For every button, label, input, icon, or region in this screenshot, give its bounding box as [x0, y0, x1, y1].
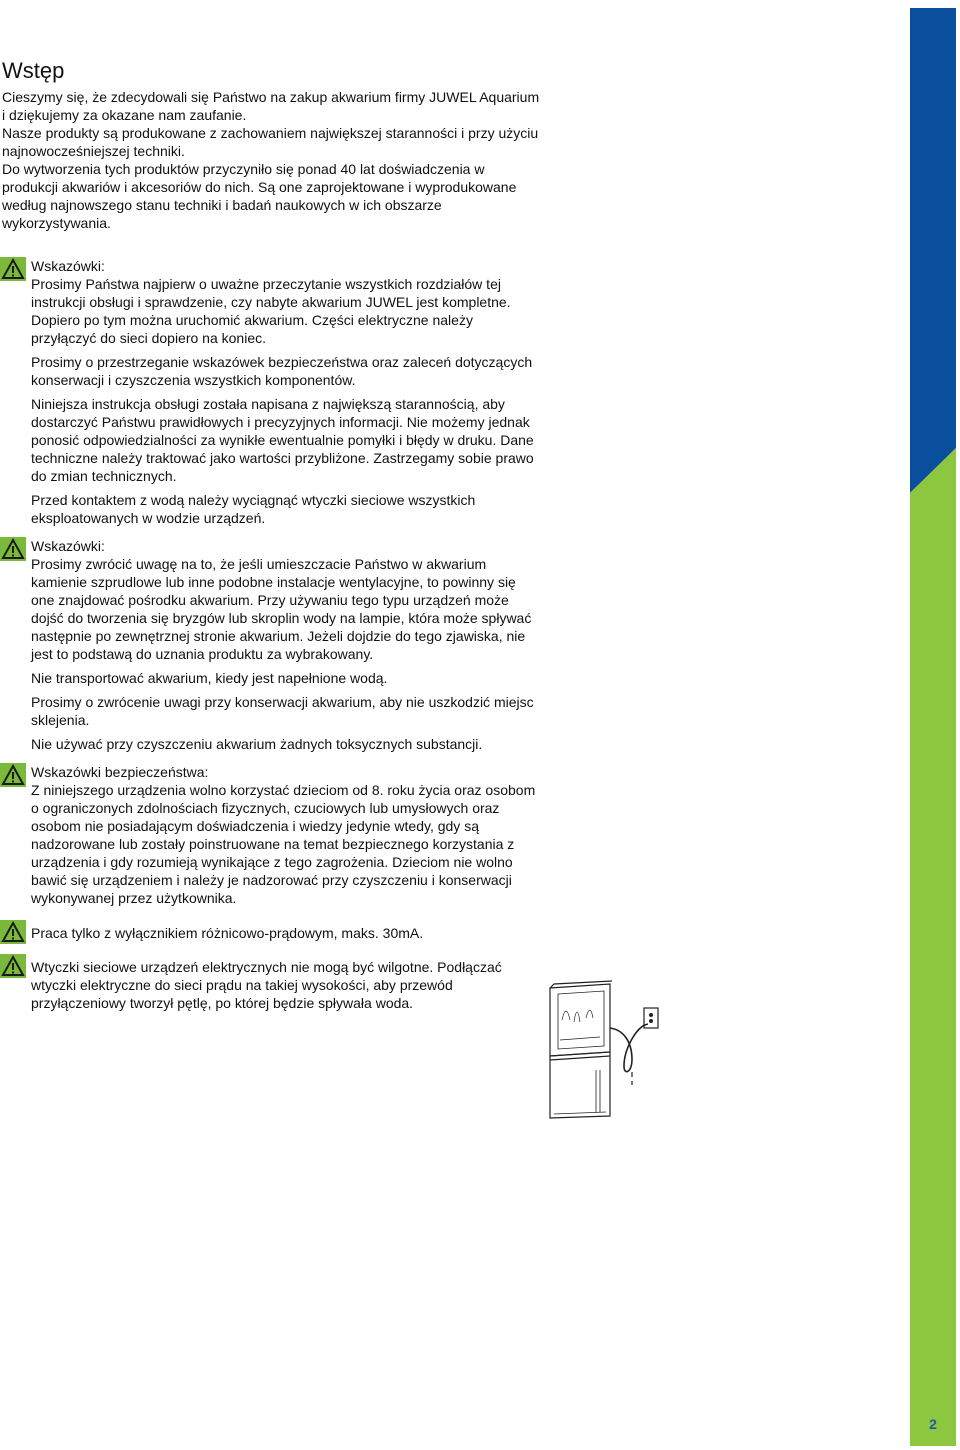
notice-hints-2: [0, 537, 540, 759]
notice-plugs: [0, 954, 540, 1018]
notice-safety: [0, 763, 540, 913]
notice-paragraph: Prosimy zwrócić uwagę na to, że jeśli umieszczacie Państwo w akwarium kamienie szprudlowe lub inne podobne instalacje wentylacyjne, to powinny się one znajdować pośrodku akwarium. Przy używaniu tego typu urządzeń może dojść do tworzenia się bryzgów lub skroplin wody na lampie, która może spływać następnie po zewnętrznej stronie akwarium. Jeżeli dojdzie do tego zjawiska, nie jest to podstawą do uznania produktu za wybrakowany.: [31, 556, 532, 662]
notice-heading: Wskazówki:: [31, 538, 105, 554]
notice-paragraph: Z niniejszego urządzenia wolno korzystać dzieciom od 8. roku życia oraz osobom o ograniczonych zdolnościach fizycznych, czuciowych lub umysłowych oraz osobom nie posiadającym doświadczenia i wiedzy jedynie wtedy, gdy są nadzorowane lub zostały poinstruowane na temat bezpiecznego korzystania z urządzenia i gdy rozumieją wynikające z tego zagrożenia. Dzieciom nie wolno bawić się urządzeniem i należy je nadzorować przy czyszczeniu i konserwacji wykonywanej przez użytkownika.: [31, 782, 536, 906]
notice-paragraph: Nie transportować akwarium, kiedy jest napełnione wodą.: [31, 670, 388, 686]
notice-paragraph: Praca tylko z wyłącznikiem różnicowo-prądowym, maks. 30mA.: [31, 925, 424, 941]
notice-paragraph: Nie używać przy czyszczeniu akwarium żadnych toksycznych substancji.: [31, 736, 483, 752]
warning-triangle-icon: [0, 537, 26, 561]
page-number: 2: [929, 1416, 937, 1432]
page-title: Wstęp: [2, 58, 65, 83]
notice-paragraph: Wtyczki sieciowe urządzeń elektrycznych nie mogą być wilgotne. Podłączać wtyczki elektryczne do sieci prądu na takiej wysokości, aby przewód przyłączeniowy tworzył pętlę, po której będzie spływała woda.: [31, 959, 502, 1011]
side-color-band: [910, 8, 956, 1446]
intro-paragraph: Do wytworzenia tych produktów przyczyniło się ponad 40 lat doświadczenia w produkcji akwariów i akcesoriów do nich. Są one zaprojektowane i wyprodukowane według najnowszego stanu techniki i badań naukowych w ich obszarze wykorzystywania.: [2, 161, 517, 231]
notice-paragraph: Niniejsza instrukcja obsługi została napisana z największą starannością, aby dostarczyć Państwu prawidłowych i precyzyjnych informacji. Nie możemy jednak ponosić odpowiedzialności za wynikłe ewentualnie pomyłki i błędy w druku. Dane techniczne należy traktować jako wartości przybliżone. Zastrzegamy sobie prawo do zmian technicznych.: [31, 396, 534, 484]
warning-triangle-icon: [0, 257, 26, 281]
notice-hints-1: [0, 257, 540, 533]
notice-paragraph: Prosimy Państwa najpierw o uważne przeczytanie wszystkich rozdziałów tej instrukcji obsługi i sprawdzenie, czy nabyte akwarium JUWEL jest kompletne. Dopiero po tym można uruchomić akwarium. Części elektryczne należy przyłączyć do sieci dopiero na koniec.: [31, 276, 511, 346]
warning-triangle-icon: [0, 920, 26, 944]
notice-rcd: [0, 920, 540, 948]
intro-paragraph: Nasze produkty są produkowane z zachowaniem największej staranności i przy użyciu najnowocześniejszej techniki.: [2, 125, 539, 159]
notice-paragraph: Przed kontaktem z wodą należy wyciągnąć wtyczki sieciowe wszystkich eksploatowanych w wodzie urządzeń.: [31, 492, 476, 526]
notice-heading: Wskazówki:: [31, 258, 105, 274]
notice-heading: Wskazówki bezpieczeństwa:: [31, 764, 209, 780]
notice-paragraph: Prosimy o zwrócenie uwagi przy konserwacji akwarium, aby nie uszkodzić miejsc sklejenia.: [31, 694, 534, 728]
notice-paragraph: Prosimy o przestrzeganie wskazówek bezpieczeństwa oraz zaleceń dotyczących konserwacji i czyszczenia wszystkich komponentów.: [31, 354, 533, 388]
intro-paragraph: Cieszymy się, że zdecydowali się Państwo na zakup akwarium firmy JUWEL Aquarium i dziękujemy za okazane nam zaufanie.: [2, 89, 540, 123]
warning-triangle-icon: [0, 954, 26, 978]
aquarium-drip-loop-illustration: [540, 980, 680, 1120]
warning-triangle-icon: [0, 763, 26, 787]
intro-section: [2, 88, 542, 232]
